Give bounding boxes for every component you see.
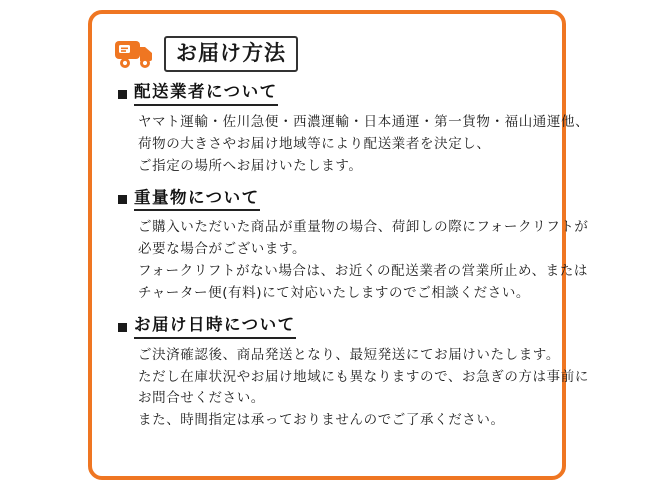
section-title: 重量物について (134, 188, 260, 212)
section-delivery-datetime (112, 314, 589, 432)
delivery-info-card (88, 10, 590, 480)
section-title: 配送業者について (134, 82, 278, 106)
section-title: お届け日時について (134, 315, 296, 339)
body-line: 必要な場合がございます。 (138, 241, 307, 258)
body-line: ご決済確認後、商品発送となり、最短発送にてお届けいたします。 (138, 346, 560, 363)
body-line: お問合せください。 (138, 390, 265, 407)
card-header (114, 36, 542, 72)
body-line: ご指定の場所へお届けいたします。 (138, 157, 363, 174)
body-line: また、時間指定は承っておりませんのでご了承ください。 (138, 412, 505, 429)
body-line: フォークリフトがない場合は、お近くの配送業者の営業所止め、または (138, 263, 588, 280)
section-heading (118, 82, 542, 106)
section-body (138, 112, 590, 178)
section-heading (118, 188, 542, 212)
square-bullet-icon (118, 90, 127, 99)
section-heavy-items (112, 187, 589, 305)
body-line: ただし在庫状況やお届け地域にも異なりますので、お急ぎの方は事前に (138, 368, 589, 385)
body-line: ヤマト運輸・佐川急便・西濃運輸・日本通運・第一貨物・福山通運他、 (138, 114, 590, 131)
section-heading (118, 315, 542, 339)
square-bullet-icon (118, 323, 127, 332)
section-shipping-carrier (112, 82, 590, 177)
delivery-truck-icon (114, 37, 154, 71)
body-line: チャーター便(有料)にて対応いたしますのでご相談ください。 (138, 285, 531, 301)
body-line: 荷物の大きさやお届け地域等により配送業者を決定し、 (138, 135, 491, 152)
page-title: お届け方法 (164, 36, 298, 72)
square-bullet-icon (118, 195, 127, 204)
body-line: ご購入いただいた商品が重量物の場合、荷卸しの際にフォークリフトが (138, 219, 589, 236)
section-body (138, 217, 589, 304)
section-body (138, 345, 589, 432)
